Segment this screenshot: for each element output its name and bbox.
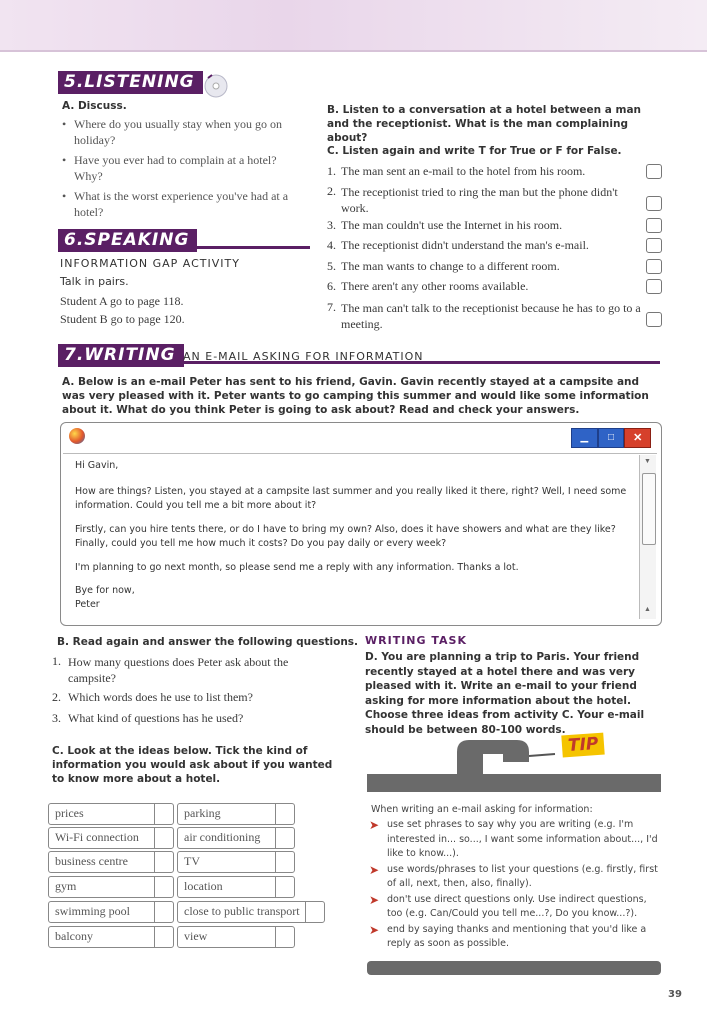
arrow-icon: ➤ [369,922,380,937]
questions-list [52,654,342,732]
idea-option[interactable]: prices [48,803,174,825]
list-item: 3. The man couldn't use the Internet in his room. [327,218,667,238]
header-divider [0,50,707,52]
true-false-list [327,164,667,334]
answer-checkbox[interactable] [646,259,662,274]
answer-checkbox[interactable] [646,218,662,233]
tip-label: TIP [561,733,605,758]
answer-checkbox[interactable] [646,279,662,294]
idea-option[interactable]: location [177,876,295,898]
answer-checkbox[interactable] [646,238,662,253]
idea-option[interactable]: air conditioning [177,827,295,849]
tip-list [369,818,661,952]
toolbar-divider [63,453,657,454]
list-item: • Have you ever had to complain at a hotel? Why? [62,153,277,183]
scroll-down-icon[interactable]: ▲ [644,605,651,613]
arrow-icon: ➤ [369,818,380,832]
email-closing: Bye for now, [75,585,135,596]
speaking-heading: 6.SPEAKING [58,229,197,252]
listening-c-title: C. Listen again and write T for True or F for False. [327,145,622,157]
idea-option[interactable]: balcony [48,926,174,948]
answer-checkbox[interactable] [646,196,662,211]
header-band [0,0,707,50]
arrow-icon: ➤ [369,862,380,877]
cd-icon [203,72,229,98]
email-paragraph: Firstly, can you hire tents there, or do I have to bring my own? Also, does it have showers and what are they like? Finally, could you tell me how much it costs? Do you pay daily or every week? [75,524,616,549]
list-item: ➤ don't use direct questions only. Use indirect questions, too (e.g. Can/Could you tell me...?, Do you know...?). [369,893,661,922]
maximize-icon[interactable]: □ [598,428,625,448]
email-window [60,422,662,626]
email-greeting: Hi Gavin, [75,460,119,471]
answer-checkbox[interactable] [646,312,662,327]
tip-banner [367,732,661,794]
list-item: 6. There aren't any other rooms available. [327,279,667,300]
list-item: ➤ use words/phrases to list your questions (e.g. firstly, first of all, next, then, also, finally). [369,863,661,892]
listening-heading: 5.LISTENING [58,71,203,94]
list-item: 3. What kind of questions has he used? [52,711,244,725]
list-item: ➤ end by saying thanks and mentioning that you'd like a reply as soon as possible. [369,923,661,952]
list-item: 7. The man can't talk to the receptionist because he has to go to a meeting. [327,300,667,334]
student-b-text: Student B go to page 120. [60,312,185,326]
list-item: • Where do you usually stay when you go on holiday? [62,117,282,147]
tip-footer-bar [367,961,661,975]
idea-option[interactable]: TV [177,851,295,873]
list-item: 1. The man sent an e-mail to the hotel from his room. [327,164,667,184]
writing-heading: 7.WRITING [58,344,184,367]
idea-option[interactable]: gym [48,876,174,898]
idea-option[interactable]: Wi-Fi connection [48,827,174,849]
writing-c-title: C. Look at the ideas below. Tick the kind of information you would ask about if you wanted to know more about a hotel. [52,745,333,785]
list-item: 5. The man wants to change to a different room. [327,259,667,279]
list-item: 4. The receptionist didn't understand the man's e-mail. [327,238,667,259]
list-item: 2. The receptionist tried to ring the man but the phone didn't work. [327,184,667,218]
tip-intro: When writing an e-mail asking for information: [371,804,593,815]
scroll-thumb[interactable] [642,473,656,545]
list-item: 1. How many questions does Peter ask about the campsite? [52,654,289,685]
idea-option[interactable]: view [177,926,295,948]
answer-checkbox[interactable] [646,164,662,179]
idea-option[interactable]: close to public transport [177,901,325,923]
list-item: • What is the worst experience you've had at a hotel? [62,189,289,219]
list-item: 2. Which words does he use to list them? [52,690,253,704]
writing-b-title: B. Read again and answer the following questions. [57,636,359,648]
writing-task-title: WRITING TASK [365,634,467,647]
email-paragraph: I'm planning to go next month, so please send me a reply with any information. Thanks a lot. [75,562,519,573]
window-controls [571,428,651,446]
idea-option[interactable]: parking [177,803,295,825]
list-item: ➤ use set phrases to say why you are writing (e.g. I'm interested in... so..., I want some information about..., I'd like to know...). [369,818,661,862]
close-icon[interactable]: ✕ [624,428,651,448]
idea-option[interactable]: swimming pool [48,901,174,923]
listening-b-title: B. Listen to a conversation at a hotel between a man and the receptionist. What is the man complaining about? [327,104,642,144]
app-logo-icon [69,428,85,444]
writing-a-text: A. Below is an e-mail Peter has sent to his friend, Gavin. Gavin recently stayed at a campsite and was very pleased with it. Peter wants to go camping this summer and would like some information about it. What do you think Peter is going to ask about? Read and check your answers. [62,376,649,416]
listening-a-title: A. Discuss. [62,100,127,112]
writing-subtitle: AN E-MAIL ASKING FOR INFORMATION [183,350,424,363]
speaking-subtitle: INFORMATION GAP ACTIVITY [60,257,240,270]
scroll-up-icon[interactable]: ▼ [644,457,651,465]
speaking-instruction: Talk in pairs. [60,275,129,288]
idea-option[interactable]: business centre [48,851,174,873]
email-body [75,459,630,612]
listening-a-list [62,116,302,220]
minimize-icon[interactable]: ▁ [571,428,598,448]
writing-task-text: D. You are planning a trip to Paris. Your friend recently stayed at a hotel there and was very pleased with it. Write an e-mail to your friend asking for more information about the hotel. Choose three ideas from activity C. Your e-mail should be between 80-100 words. [365,651,645,736]
email-paragraph: How are things? Listen, you stayed at a campsite last summer and you really liked it there, right? Well, I need some information. Could you tell me a bit more about it? [75,486,627,511]
page-number: 39 [668,989,682,1000]
arrow-icon: ➤ [369,892,380,907]
scrollbar[interactable] [639,455,656,619]
tip-frame-icon [367,732,661,794]
email-signature: Peter [75,599,100,610]
student-a-text: Student A go to page 118. [60,294,184,308]
